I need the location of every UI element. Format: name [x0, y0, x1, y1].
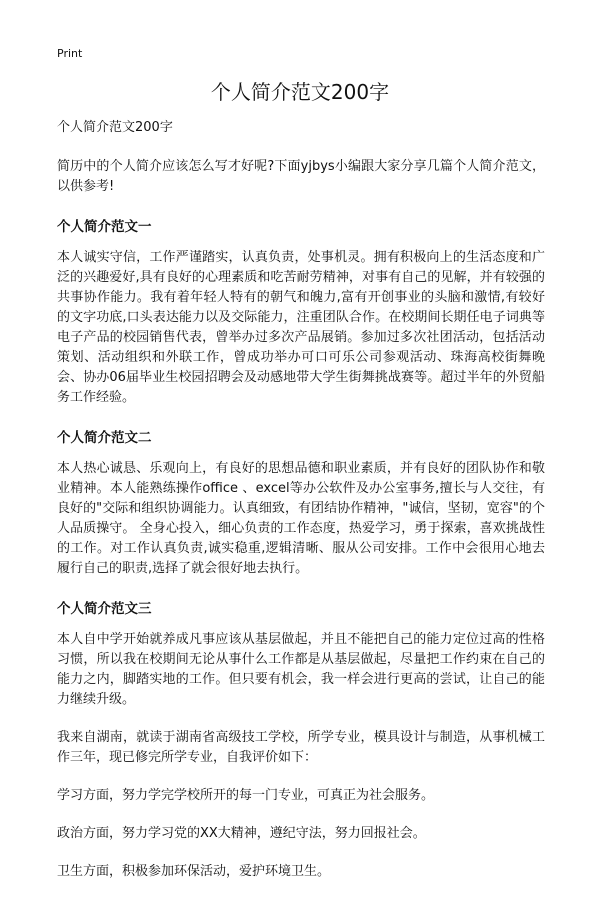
section-heading-2: 个人简介范文二: [57, 430, 152, 446]
section-3-paragraph-1: 本人自中学开始就养成凡事应该从基层做起，并且不能把自己的能力定位过高的性格习惯，所以我在校期间无论从事什么工作都是从基层做起，尽量把工作约束在自己的能力之内，脚踏实地的工作。但只要有机会，我一样会进行更高的尝试，让自己的能力继续升级。: [57, 632, 545, 707]
section-3-paragraph-5: 卫生方面，积极参加环保活动，爱护环境卫生。: [57, 864, 331, 879]
section-heading-3: 个人简介范文三: [57, 601, 152, 617]
document-subtitle: 个人简介范文200字: [57, 120, 173, 135]
section-heading-1: 个人简介范文一: [57, 219, 152, 235]
document-content: [57, 118, 545, 900]
section-3-paragraph-4: 政治方面，努力学习党的XX大精神，遵纪守法，努力回报社会。: [57, 826, 426, 841]
section-1-paragraph-1: 本人诚实守信，工作严谨踏实，认真负责，处事机灵。拥有积极向上的生活态度和广泛的兴趣爱好,具有良好的心理素质和吃苦耐劳精神，对事有自己的见解，并有较强的共事协作能力。我有着年轻人特有的朝气和魄力,富有开创事业的头脑和激情,有较好的文字功底,口头表达能力以及交际能力，注重团队合作。在校期间长期任电子词典等电子产品的校园销售代表，曾举办过多次产品展销。参加过多次社团活动，包括活动策划、活动组织和外联工作，曾成功举办可口可乐公司参观活动、珠海高校街舞晚会、协办06届毕业生校园招聘会及动感地带大学生街舞挑战赛等。超过半年的外贸船务工作经验。: [57, 250, 545, 405]
document-title: 个人简介范文200字: [210, 80, 390, 104]
intro-paragraph: 简历中的个人简介应该怎么写才好呢?下面yjbys小编跟大家分享几篇个人简介范文，以供参考!: [57, 159, 545, 194]
section-3-paragraph-3: 学习方面，努力学完学校所开的每一门专业，可真正为社会服务。: [57, 788, 435, 803]
section-2-paragraph-1: 本人热心诚恳、乐观向上，有良好的思想品德和职业素质，并有良好的团队协作和敬业精神。本人能熟练操作office 、excel等办公软件及办公室事务,擅长与人交往，有良好的"交际和组织协调能力。认真细致，有团结协作精神，"诚信，坚韧，宽容"的个人品质操守。 全身心投入，细心负责的工作态度，热爱学习，勇于探索，喜欢挑战性的工作。对工作认真负责,诚实稳重,逻辑清晰、服从公司安排。工作中会很用心地去履行自己的职责,选择了就会很好地去执行。: [57, 461, 545, 576]
print-link[interactable]: Print: [57, 47, 83, 60]
section-3-paragraph-2: 我来自湖南，就读于湖南省高级技工学校，所学专业，模具设计与制造，从事机械工作三年，现已修完所学专业，自我评价如下：: [57, 730, 545, 765]
